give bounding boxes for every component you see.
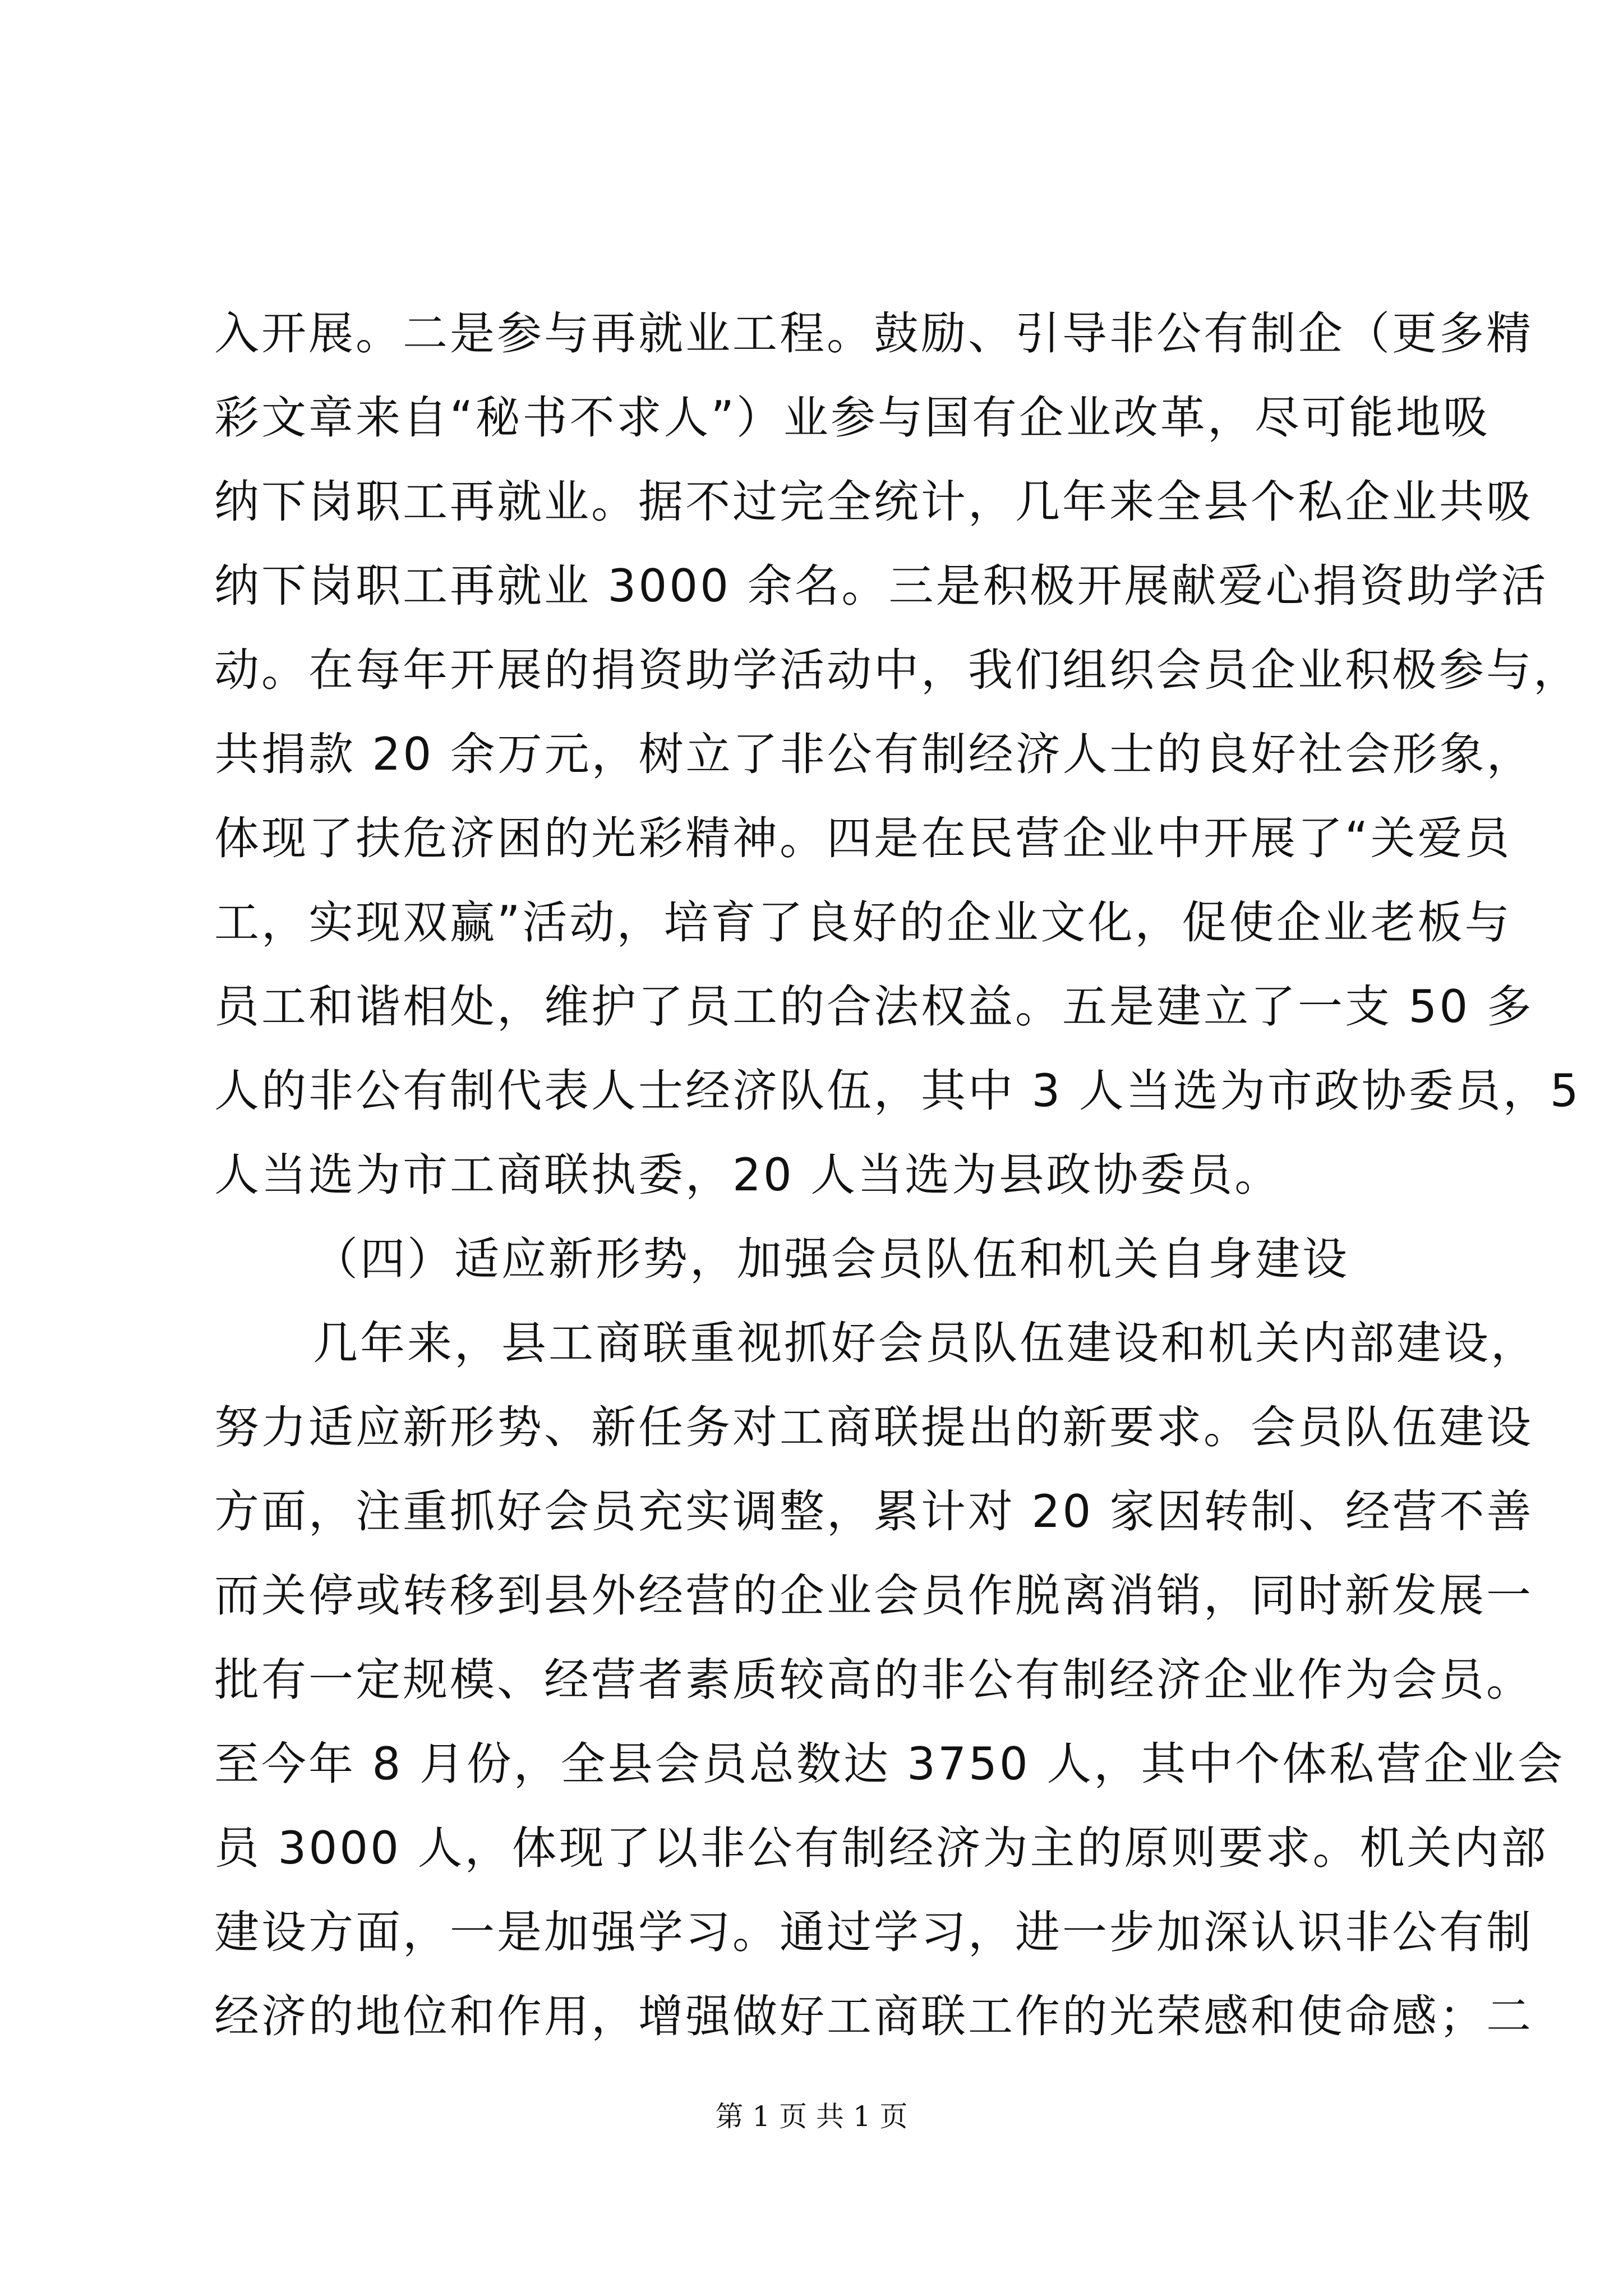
text-line: 经济的地位和作用，增强做好工商联工作的光荣感和使命感；二: [214, 1990, 1533, 2042]
text-line: 共捐款 20 余万元，树立了非公有制经济人士的良好社会形象，: [214, 728, 1534, 780]
text-line: 员 3000 人，体现了以非公有制经济为主的原则要求。机关内部: [214, 1822, 1548, 1874]
text-line: 努力适应新形势、新任务对工商联提出的新要求。会员队伍建设: [214, 1401, 1533, 1453]
text-line: 工，实现双赢”活动，培育了良好的企业文化，促使企业老板与: [214, 896, 1512, 949]
text-line: 纳下岗职工再就业。据不过完全统计，几年来全县个私企业共吸: [214, 476, 1533, 528]
text-line: 方面，注重抓好会员充实调整，累计对 20 家因转制、经营不善: [214, 1485, 1534, 1538]
text-line: 纳下岗职工再就业 3000 余名。三是积极开展献爱心捐资助学活: [214, 560, 1548, 612]
text-line: 批有一定规模、经营者素质较高的非公有制经济企业作为会员。: [214, 1654, 1533, 1706]
text-line: 人的非公有制代表人士经济队伍，其中 3 人当选为市政协委员，5: [214, 1065, 1581, 1117]
text-line: 动。在每年开展的捐资助学活动中，我们组织会员企业积极参与，: [214, 644, 1580, 696]
section-heading: （四）适应新形势，加强会员队伍和机关自身建设: [313, 1233, 1349, 1285]
text-line: 而关停或转移到县外经营的企业会员作脱离消销，同时新发展一: [214, 1570, 1533, 1622]
text-line: 彩文章来自“秘书不求人”）业参与国有企业改革，尽可能地吸: [214, 392, 1490, 444]
page-footer: 第 1 页 共 1 页: [715, 2100, 908, 2133]
text-line: 体现了扶危济困的光彩精神。四是在民营企业中开展了“关爱员: [214, 812, 1512, 864]
text-line: 至今年 8 月份，全县会员总数达 3750 人，其中个体私营企业会: [214, 1738, 1565, 1790]
text-line: 员工和谐相处，维护了员工的合法权益。五是建立了一支 50 多: [214, 981, 1534, 1033]
text-line: 几年来，县工商联重视抓好会员队伍建设和机关内部建设，: [313, 1317, 1538, 1369]
text-line: 建设方面，一是加强学习。通过学习，进一步加深认识非公有制: [214, 1906, 1533, 1958]
text-line: 人当选为市工商联执委，20 人当选为县政协委员。: [214, 1149, 1282, 1201]
text-line: 入开展。二是参与再就业工程。鼓励、引导非公有制企（更多精: [214, 307, 1533, 360]
